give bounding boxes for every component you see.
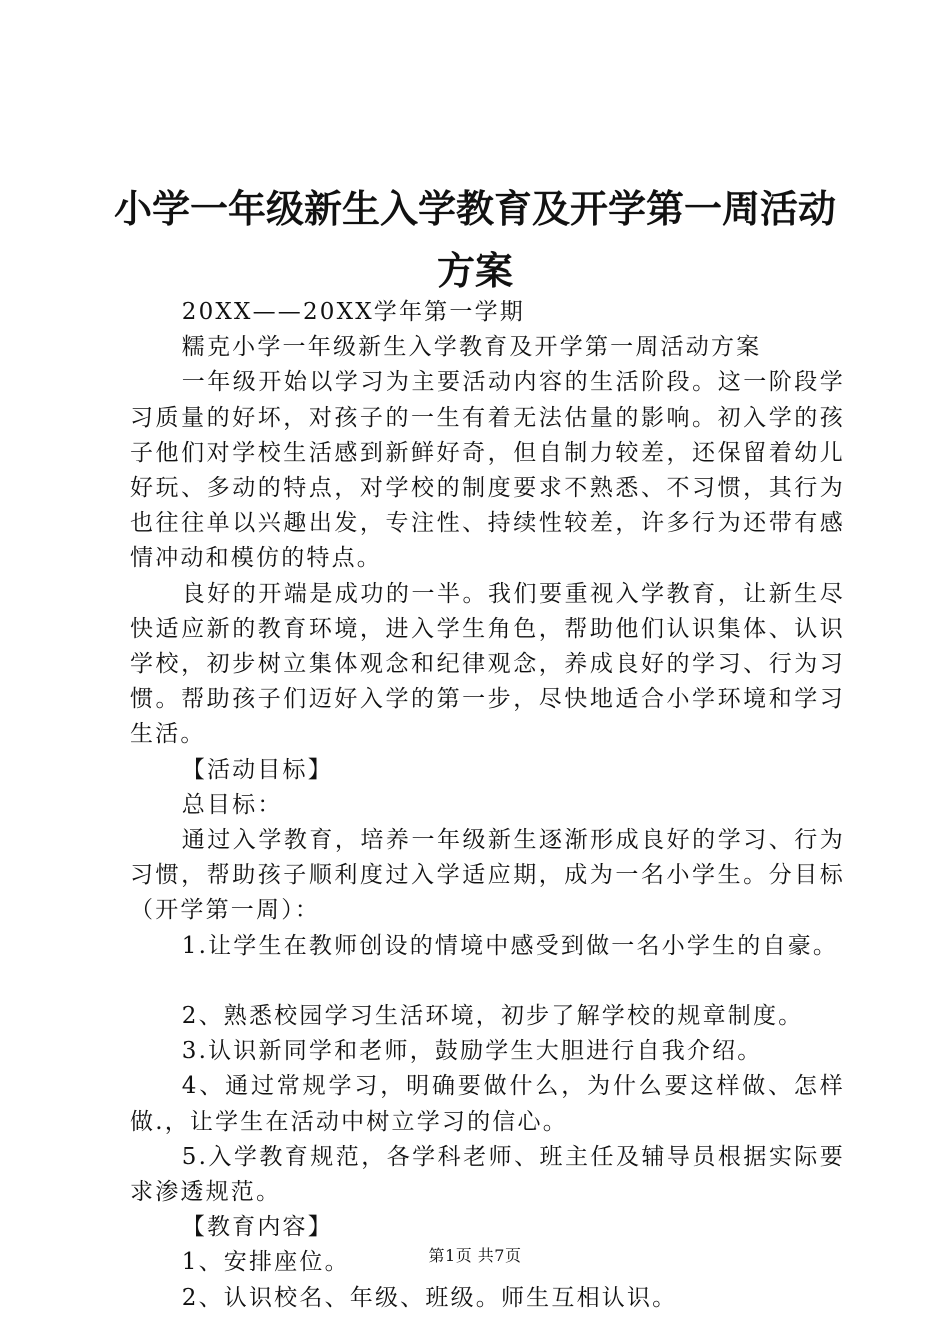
- goal-item-1: 1.让学生在教师创设的情境中感受到做一名小学生的自豪。: [181, 932, 839, 959]
- purpose-paragraph: 良好的开端是成功的一半。我们要重视入学教育，让新生尽快适应新的教育环境，进入学生角色，帮助他们认识集体、认识学校，初步树立集体观念和纪律观念，养成良好的学习、行为习惯。帮助孩子们迈好入学的第一步，尽快地适合小学环境和学习生活。: [130, 580, 845, 748]
- page-number-footer: 第1页 共7页: [428, 1246, 522, 1265]
- section-heading-content: 【教育内容】: [181, 1214, 333, 1241]
- document-title: 小学一年级新生入学教育及开学第一周活动方案: [113, 187, 836, 293]
- document-body: [130, 295, 845, 1316]
- goal-item-3: 3.认识新同学和老师，鼓励学生大胆进行自我介绍。: [181, 1038, 763, 1065]
- section-heading-goals: 【活动目标】: [181, 756, 333, 783]
- term-line: 20XX——20XX学年第一学期: [181, 299, 525, 325]
- overall-goal-label: 总目标：: [181, 791, 283, 818]
- overall-goal-paragraph: 通过入学教育，培养一年级新生逐渐形成良好的学习、行为习惯，帮助孩子顺利度过入学适应期，成为一名小学生。分目标（开学第一周）：: [130, 827, 845, 924]
- subtitle-line: 糯克小学一年级新生入学教育及开学第一周活动方案: [181, 334, 762, 361]
- content-item-2: 2、认识校名、年级、班级。师生互相认识。: [181, 1284, 678, 1311]
- intro-paragraph: 一年级开始以学习为主要活动内容的生活阶段。这一阶段学习质量的好坏，对孩子的一生有着无法估量的影响。初入学的孩子他们对学校生活感到新鲜好奇，但自制力较差，还保留着幼儿好玩、多动的特点，对学校的制度要求不熟悉、不习惯，其行为也往往单以兴趣出发，专注性、持续性较差，许多行为还带有感情冲动和模仿的特点。: [130, 369, 845, 572]
- goal-item-4: 4、通过常规学习，明确要做什么，为什么要这样做、怎样做.，让学生在活动中树立学习的信心。: [130, 1073, 845, 1135]
- goal-item-2: 2、熟悉校园学习生活环境，初步了解学校的规章制度。: [181, 1003, 804, 1030]
- blank-line: [130, 964, 845, 999]
- goal-item-5: 5.入学教育规范，各学科老师、班主任及辅导员根据实际要求渗透规范。: [130, 1143, 845, 1206]
- content-item-1: 1、安排座位。: [181, 1249, 350, 1276]
